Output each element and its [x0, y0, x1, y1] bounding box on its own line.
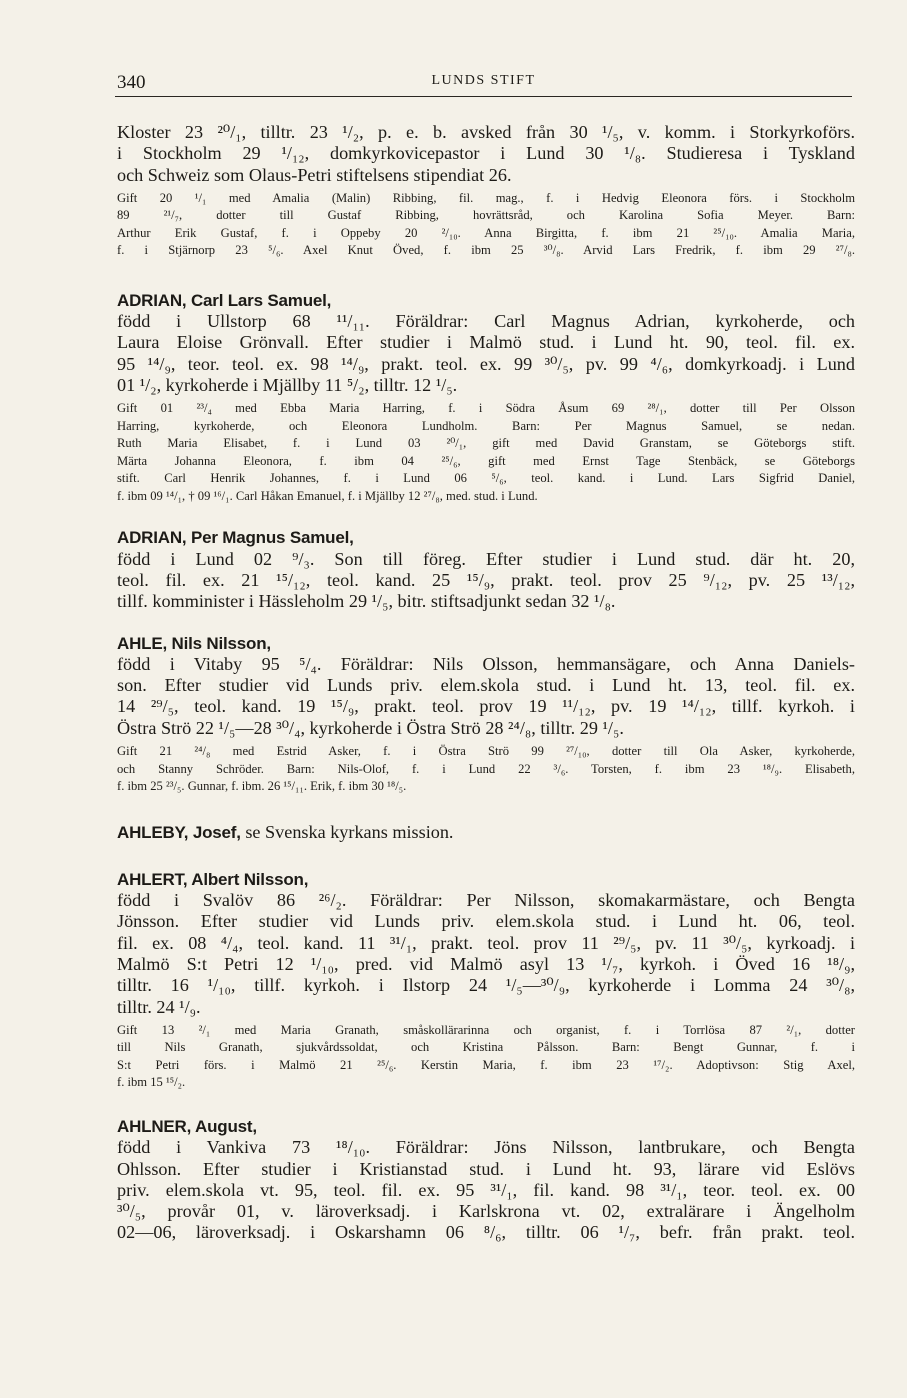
family-line: f. i Stjärnorp 23 ⁵/₆. Axel Knut Öved, f. ibm 25 ³⁰/₈. Arvid Lars Fredrik, f. ibm 29 ²⁷/₈.	[117, 243, 855, 258]
family-line: S:t Petri förs. i Malmö 21 ²⁵/₆. Kerstin Maria, f. ibm 23 ¹⁷/₂. Adoptivson: Stig Axel,	[117, 1057, 855, 1072]
text-line: Östra Strö 22 ¹/₅—28 ³⁰/₄, kyrkoherde i Östra Strö 28 ²⁴/₈, tilltr. 29 ¹/₅.	[117, 717, 624, 738]
family-line: stift. Carl Henrik Johannes, f. i Lund 06 ⁵/₆, teol. kand. i Lund. Lars Sigfrid Daniel,	[117, 471, 855, 486]
text-line: son. Efter studier vid Lunds priv. elem.skola stud. i Lund ht. 13, teol. fil. ex.	[117, 675, 855, 696]
text-line: och Schweiz som Olaus-Petri stiftelsens stipendiat 26.	[117, 164, 512, 185]
entry-heading	[117, 869, 855, 890]
entry-ahlner	[117, 1116, 855, 1244]
entry-ahleby	[117, 822, 855, 843]
entry-heading	[117, 822, 855, 843]
text-line: född i Ullstorp 68 ¹¹/₁₁. Föräldrar: Carl Magnus Adrian, kyrkoherde, och	[117, 311, 855, 332]
text-line: i Stockholm 29 ¹/₁₂, domkyrkovicepastor i Lund 30 ¹/₈. Studieresa i Tyskland	[117, 143, 855, 164]
page-number: 340	[117, 72, 146, 93]
entry-name: AHLNER, August,	[117, 1116, 257, 1136]
text-line: 14 ²⁹/₅, teol. kand. 19 ¹⁵/₉, prakt. teol. prov 19 ¹¹/₁₂, pv. 19 ¹⁴/₁₂, tillf. kyrkoh. i	[117, 696, 855, 717]
entry-heading	[117, 633, 855, 654]
text-line: Malmö S:t Petri 12 ¹/₁₀, pred. vid Malmö asyl 13 ¹/₇, kyrkoh. i Öved 16 ¹⁸/₉,	[117, 954, 855, 975]
text-line: 95 ¹⁴/₉, teor. teol. ex. 98 ¹⁴/₉, prakt. teol. ex. 99 ³⁰/₅, pv. 99 ⁴/₆, domkyrkoadj. i Lund	[117, 353, 855, 374]
text-line: Ohlsson. Efter studier i Kristianstad stud. i Lund ht. 93, lärare vid Eslövs	[117, 1158, 855, 1179]
family-line: Gift 13 ²/₁ med Maria Granath, småskollärarinna och organist, f. i Torrlösa 87 ²/₁, dotter	[117, 1022, 855, 1037]
entry-heading	[117, 290, 855, 311]
text-line: 01 ¹/₂, kyrkoherde i Mjällby 11 ⁵/₂, tilltr. 12 ¹/₅.	[117, 375, 458, 396]
entry-heading	[117, 1116, 855, 1137]
entry-continuation	[117, 122, 855, 260]
family-line: Märta Johanna Eleonora, f. ibm 04 ²⁵/₆, gift med Ernst Tage Stenbäck, se Göteborgs	[117, 453, 855, 468]
text-line: född i Vitaby 95 ⁵/₄. Föräldrar: Nils Olsson, hemmansägare, och Anna Daniels-	[117, 653, 855, 674]
text-line: teol. fil. ex. 21 ¹⁵/₁₂, teol. kand. 25 ¹⁵/₉, prakt. teol. prov 25 ⁹/₁₂, pv. 25 ¹³/₁₂,	[117, 569, 855, 590]
text-line: Kloster 23 ²⁰/₁, tilltr. 23 ¹/₂, p. e. b. avsked från 30 ¹/₅, v. komm. i Storkyrkoförs.	[117, 122, 855, 142]
running-head: LUNDS STIFT	[431, 73, 536, 88]
family-line: Ruth Maria Elisabet, f. i Lund 03 ²⁰/₁, gift med David Granstam, se Göteborgs stift.	[117, 436, 855, 451]
family-line: och Stanny Schröder. Barn: Nils-Olof, f. i Lund 22 ³/₆. Torsten, f. ibm 23 ¹⁸/₉. Elisabeth,	[117, 761, 855, 776]
entry-ahle	[117, 633, 855, 796]
text-line: Jönsson. Efter studier vid Lunds priv. elem.skola stud. i Lund ht. 06, teol.	[117, 911, 855, 932]
family-line: Gift 20 ¹/₁ med Amalia (Malin) Ribbing, fil. mag., f. i Hedvig Eleonora förs. i Stockholm	[117, 190, 855, 205]
entry-ahlert	[117, 869, 855, 1092]
entry-name: ADRIAN, Carl Lars Samuel,	[117, 290, 332, 310]
entry-adrian-carl	[117, 290, 855, 505]
entry-name: AHLEBY, Josef,	[117, 822, 241, 842]
entry-adrian-per	[117, 527, 855, 612]
family-line: Gift 21 ²⁴/₈ med Estrid Asker, f. i Östra Strö 99 ²⁷/₁₀, dotter till Ola Asker, kyrkoherde,	[117, 744, 855, 759]
family-line: Harring, kyrkoherde, och Eleonora Lundholm. Barn: Per Magnus Samuel, se nedan.	[117, 418, 855, 433]
text-line: född i Svalöv 86 ²⁶/₂. Föräldrar: Per Nilsson, skomakarmästare, och Bengta	[117, 890, 855, 911]
family-line: Arthur Erik Gustaf, f. i Oppeby 20 ²/₁₀. Anna Birgitta, f. ibm 21 ²⁵/₁₀. Amalia Maria,	[117, 225, 855, 240]
entry-name: AHLERT, Albert Nilsson,	[117, 869, 309, 889]
family-line: f. ibm 25 ²³/₅. Gunnar, f. ibm. 26 ¹⁵/₁₁. Erik, f. ibm 30 ¹⁸/₅.	[117, 779, 407, 794]
text-line: 02—06, läroverksadj. i Oskarshamn 06 ⁸/₆, tilltr. 06 ¹/₇, befr. från prakt. teol.	[117, 1222, 855, 1243]
entry-heading	[117, 527, 855, 548]
page-content	[117, 122, 855, 1244]
text-line: tillf. komminister i Hässleholm 29 ¹/₅, bitr. stiftsadjunkt sedan 32 ¹/₈.	[117, 591, 616, 612]
text-line: född i Lund 02 ⁹/₃. Son till föreg. Efter studier i Lund stud. där ht. 20,	[117, 548, 855, 569]
text-line: född i Vankiva 73 ¹⁸/₁₀. Föräldrar: Jöns Nilsson, lantbrukare, och Bengta	[117, 1137, 855, 1158]
text-line: ³⁰/₅, provår 01, v. läroverksadj. i Karlskrona vt. 02, extralärare i Ängelholm	[117, 1201, 855, 1222]
entry-name: ADRIAN, Per Magnus Samuel,	[117, 528, 354, 548]
family-line: f. ibm 09 ¹⁴/₁, † 09 ¹⁶/₁. Carl Håkan Emanuel, f. i Mjällby 12 ²⁷/₈, med. stud. i Lund.	[117, 488, 538, 503]
family-line: f. ibm 15 ¹⁵/₂.	[117, 1075, 186, 1090]
page-header	[115, 70, 852, 97]
text-line: tilltr. 24 ¹/₉.	[117, 996, 201, 1017]
entry-heading-rest: se Svenska kyrkans mission.	[240, 821, 454, 842]
text-line: tilltr. 16 ¹/₁₀, tillf. kyrkoh. i Ilstorp 24 ¹/₅—³⁰/₉, kyrkoherde i Lomma 24 ³⁰/₈,	[117, 975, 855, 996]
text-line: priv. elem.skola vt. 95, teol. fil. ex. 95 ³¹/₁, fil. kand. 98 ³¹/₁, teor. teol. ex. 00	[117, 1179, 855, 1200]
text-line: Laura Eloise Grönvall. Efter studier i Malmö stud. i Lund ht. 90, teol. fil. ex.	[117, 332, 855, 353]
text-line: fil. ex. 08 ⁴/₄, teol. kand. 11 ³¹/₁, prakt. teol. prov 11 ²⁹/₅, pv. 11 ³⁰/₅, kyrkoadj. i	[117, 932, 855, 953]
family-line: till Nils Granath, sjukvårdssoldat, och Kristina Pålsson. Barn: Bengt Gunnar, f. i	[117, 1040, 855, 1055]
family-line: 89 ²¹/₇, dotter till Gustaf Ribbing, hovrättsråd, och Karolina Sofia Meyer. Barn:	[117, 208, 855, 223]
entry-name: AHLE, Nils Nilsson,	[117, 633, 271, 653]
family-line: Gift 01 ²³/₄ med Ebba Maria Harring, f. i Södra Åsum 69 ²⁸/₁, dotter till Per Olsson	[117, 401, 855, 416]
